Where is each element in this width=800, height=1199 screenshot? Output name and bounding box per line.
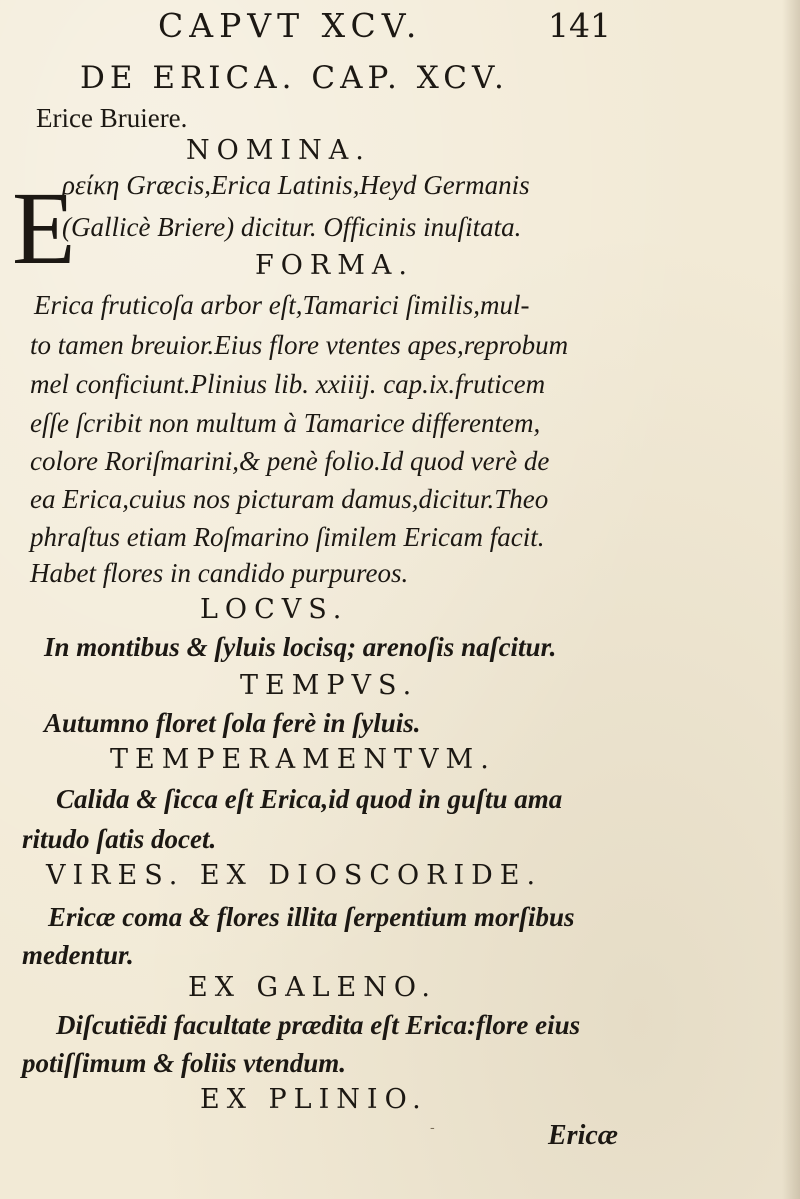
- section-heading-locus: LOCVS.: [200, 594, 349, 625]
- section-heading-vires: VIRES. EX DIOSCORIDE.: [46, 860, 543, 891]
- text-line: phraſtus etiam Roſmarino ſimilem Ericam facit.: [30, 522, 545, 552]
- section-heading-nomina: NOMINA.: [186, 135, 371, 166]
- text-line: Ericæ coma & flores illita ſerpentium morſibus: [48, 902, 575, 932]
- text-line: eſſe ſcribit non multum à Tamarice differentem,: [30, 408, 541, 438]
- text-line: Calida & ſicca eſt Erica,id quod in guſtu ama: [56, 784, 563, 814]
- text-line: potiſſimum & foliis vtendum.: [22, 1048, 347, 1078]
- text-line: In montibus & ſyluis locisq; arenoſis naſcitur.: [44, 632, 557, 662]
- text-line: ritudo ſatis docet.: [22, 824, 217, 854]
- text-line: colore Roriſmarini,& penè folio.Id quod verè de: [30, 446, 550, 476]
- text-line: to tamen breuior.Eius flore vtentes apes,reprobum: [30, 330, 569, 360]
- text-line: Habet flores in candido purpureos.: [30, 558, 409, 588]
- catchword: Ericæ: [548, 1120, 618, 1151]
- section-heading-ex-plinio: EX PLINIO.: [200, 1084, 428, 1115]
- section-heading-temperamentum: TEMPERAMENTVM.: [110, 744, 496, 775]
- text-line: Erica fruticoſa arbor eſt,Tamarici ſimilis,mul-: [34, 290, 530, 320]
- text-line: Autumno floret ſola ferè in ſyluis.: [44, 708, 421, 738]
- text-line: ρείκη Græcis,Erica Latinis,Heyd Germanis: [62, 170, 530, 200]
- section-heading-forma: FORMA.: [255, 250, 414, 281]
- section-heading-ex-galeno: EX GALENO.: [188, 972, 437, 1003]
- text-line: (Gallicè Briere) dicitur. Officinis inuſitata.: [62, 212, 522, 242]
- ornament-mark: -: [430, 1120, 435, 1136]
- page-number: 141: [548, 6, 611, 45]
- chapter-title: DE ERICA. CAP. XCV.: [80, 60, 509, 96]
- section-heading-tempus: TEMPVS.: [240, 670, 419, 701]
- running-head: CAPVT XCV.: [158, 6, 423, 45]
- text-line: ea Erica,cuius nos picturam damus,dicitur.Theo: [30, 484, 549, 514]
- common-name: Erice Bruiere.: [36, 103, 188, 133]
- text-line: Diſcutiēdi facultate prædita eſt Erica:flore eius: [56, 1010, 581, 1040]
- text-line: medentur.: [22, 940, 134, 970]
- text-line: mel conficiunt.Plinius lib. xxiiij. cap.ix.fruticem: [30, 369, 546, 399]
- drop-cap: E: [12, 171, 76, 286]
